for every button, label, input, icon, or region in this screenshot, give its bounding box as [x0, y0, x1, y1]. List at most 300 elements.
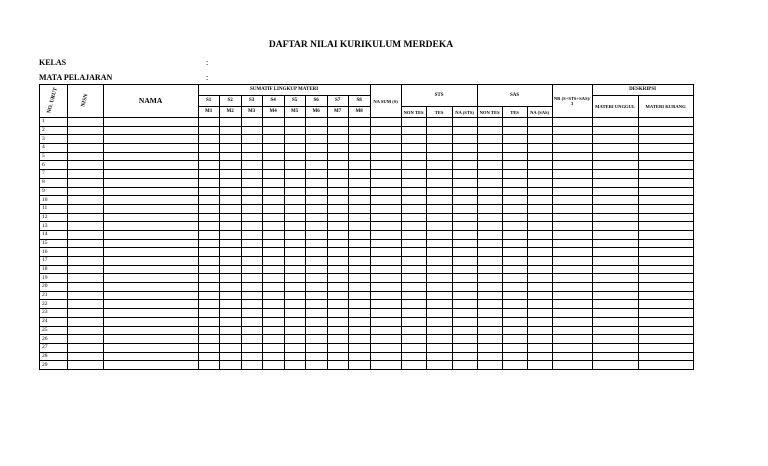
table-cell: [527, 300, 552, 309]
table-cell: [502, 213, 527, 222]
table-row: [40, 361, 694, 370]
table-cell: [67, 135, 103, 144]
table-cell: [284, 152, 305, 161]
table-cell: [638, 204, 693, 213]
table-cell: [426, 135, 452, 144]
table-cell: [327, 204, 348, 213]
table-cell: [219, 283, 241, 292]
table-cell: [241, 265, 262, 274]
row-number: 17: [40, 257, 68, 266]
table-cell: [502, 126, 527, 135]
table-cell: [103, 144, 198, 153]
table-cell: [327, 300, 348, 309]
sts-sub-header: NA (STS): [452, 107, 477, 118]
table-cell: [305, 161, 327, 170]
table-cell: [527, 144, 552, 153]
table-cell: [262, 178, 284, 187]
table-cell: [67, 309, 103, 318]
table-cell: [502, 309, 527, 318]
sts-header: STS: [401, 85, 477, 107]
table-cell: [198, 352, 219, 361]
table-cell: [198, 170, 219, 179]
table-cell: [502, 283, 527, 292]
table-cell: [452, 118, 477, 127]
table-cell: [67, 326, 103, 335]
table-cell: [262, 352, 284, 361]
table-cell: [327, 126, 348, 135]
table-cell: [348, 317, 370, 326]
table-cell: [477, 161, 502, 170]
table-cell: [401, 361, 426, 370]
table-cell: [370, 274, 401, 283]
mapel-colon: :: [206, 73, 209, 82]
table-cell: [67, 213, 103, 222]
table-cell: [370, 213, 401, 222]
table-cell: [305, 361, 327, 370]
table-cell: [348, 283, 370, 292]
table-cell: [284, 213, 305, 222]
table-cell: [198, 283, 219, 292]
table-cell: [592, 187, 638, 196]
table-cell: [527, 222, 552, 231]
table-cell: [198, 257, 219, 266]
table-cell: [592, 196, 638, 205]
table-cell: [426, 335, 452, 344]
table-cell: [241, 118, 262, 127]
table-cell: [401, 257, 426, 266]
table-cell: [527, 178, 552, 187]
table-cell: [305, 326, 327, 335]
table-cell: [348, 309, 370, 318]
table-cell: [370, 352, 401, 361]
table-cell: [103, 178, 198, 187]
table-cell: [305, 343, 327, 352]
table-cell: [452, 257, 477, 266]
table-cell: [452, 343, 477, 352]
table-cell: [103, 352, 198, 361]
table-cell: [452, 335, 477, 344]
table-cell: [452, 196, 477, 205]
table-cell: [219, 170, 241, 179]
sas-sub-header: NON TES: [477, 107, 502, 118]
sumatif-s-header: S6: [305, 96, 327, 107]
row-number: 26: [40, 335, 68, 344]
table-cell: [452, 309, 477, 318]
table-cell: [592, 300, 638, 309]
table-cell: [305, 317, 327, 326]
table-cell: [527, 248, 552, 257]
table-cell: [262, 135, 284, 144]
table-cell: [426, 126, 452, 135]
row-number: 14: [40, 230, 68, 239]
table-row: [40, 118, 694, 127]
table-cell: [67, 265, 103, 274]
table-cell: [477, 222, 502, 231]
table-row: [40, 265, 694, 274]
table-cell: [527, 326, 552, 335]
table-cell: [638, 265, 693, 274]
table-cell: [241, 161, 262, 170]
table-cell: [638, 326, 693, 335]
table-cell: [552, 352, 592, 361]
table-cell: [552, 178, 592, 187]
table-cell: [401, 178, 426, 187]
table-cell: [67, 343, 103, 352]
table-cell: [527, 161, 552, 170]
table-cell: [552, 170, 592, 179]
table-cell: [219, 343, 241, 352]
table-cell: [219, 144, 241, 153]
table-cell: [241, 283, 262, 292]
table-cell: [527, 118, 552, 127]
table-cell: [502, 230, 527, 239]
table-cell: [426, 222, 452, 231]
table-cell: [198, 239, 219, 248]
table-cell: [426, 352, 452, 361]
row-number: 10: [40, 196, 68, 205]
table-cell: [426, 248, 452, 257]
table-cell: [552, 161, 592, 170]
table-cell: [67, 335, 103, 344]
table-row: [40, 239, 694, 248]
row-number: 23: [40, 309, 68, 318]
table-cell: [348, 222, 370, 231]
table-cell: [262, 187, 284, 196]
table-cell: [327, 291, 348, 300]
table-cell: [527, 230, 552, 239]
table-cell: [103, 361, 198, 370]
table-cell: [592, 178, 638, 187]
table-cell: [219, 309, 241, 318]
table-cell: [284, 144, 305, 153]
table-cell: [305, 309, 327, 318]
table-row: [40, 178, 694, 187]
table-cell: [477, 265, 502, 274]
table-cell: [198, 152, 219, 161]
table-cell: [401, 204, 426, 213]
table-cell: [241, 291, 262, 300]
table-cell: [477, 335, 502, 344]
table-cell: [452, 222, 477, 231]
table-cell: [241, 274, 262, 283]
table-cell: [305, 178, 327, 187]
table-cell: [305, 204, 327, 213]
table-cell: [552, 300, 592, 309]
table-cell: [262, 343, 284, 352]
sumatif-m-header: M2: [219, 107, 241, 118]
table-cell: [241, 170, 262, 179]
table-cell: [370, 265, 401, 274]
table-cell: [198, 222, 219, 231]
table-cell: [401, 118, 426, 127]
table-cell: [241, 196, 262, 205]
table-cell: [219, 291, 241, 300]
table-cell: [241, 222, 262, 231]
table-cell: [401, 317, 426, 326]
table-cell: [103, 343, 198, 352]
table-row: [40, 126, 694, 135]
table-row: [40, 335, 694, 344]
table-cell: [262, 161, 284, 170]
table-cell: [401, 283, 426, 292]
table-cell: [426, 239, 452, 248]
table-cell: [401, 187, 426, 196]
table-cell: [552, 265, 592, 274]
table-cell: [502, 196, 527, 205]
table-cell: [426, 317, 452, 326]
table-cell: [241, 352, 262, 361]
row-number: 3: [40, 135, 68, 144]
table-cell: [452, 326, 477, 335]
table-cell: [305, 196, 327, 205]
table-cell: [502, 265, 527, 274]
table-cell: [219, 274, 241, 283]
table-cell: [592, 230, 638, 239]
table-row: [40, 352, 694, 361]
table-cell: [370, 161, 401, 170]
table-cell: [477, 135, 502, 144]
table-cell: [219, 204, 241, 213]
sumatif-s-header: S8: [348, 96, 370, 107]
table-cell: [103, 213, 198, 222]
table-cell: [502, 274, 527, 283]
sumatif-s-header: S1: [198, 96, 219, 107]
table-cell: [67, 274, 103, 283]
table-cell: [241, 309, 262, 318]
table-cell: [327, 326, 348, 335]
table-cell: [592, 204, 638, 213]
table-cell: [327, 343, 348, 352]
row-number: 21: [40, 291, 68, 300]
table-cell: [348, 239, 370, 248]
table-cell: [219, 352, 241, 361]
table-cell: [401, 230, 426, 239]
table-cell: [477, 187, 502, 196]
table-cell: [348, 152, 370, 161]
table-cell: [284, 178, 305, 187]
table-cell: [638, 178, 693, 187]
sumatif-m-header: M6: [305, 107, 327, 118]
table-cell: [67, 204, 103, 213]
table-cell: [426, 283, 452, 292]
table-cell: [552, 196, 592, 205]
table-cell: [284, 118, 305, 127]
table-cell: [348, 300, 370, 309]
row-number: 9: [40, 187, 68, 196]
table-cell: [401, 265, 426, 274]
table-cell: [327, 230, 348, 239]
table-cell: [552, 230, 592, 239]
table-cell: [198, 126, 219, 135]
row-number: 13: [40, 222, 68, 231]
table-row: [40, 152, 694, 161]
sumatif-s-header: S4: [262, 96, 284, 107]
table-cell: [592, 335, 638, 344]
table-cell: [284, 196, 305, 205]
table-cell: [103, 118, 198, 127]
table-row: [40, 274, 694, 283]
table-cell: [284, 352, 305, 361]
table-row: [40, 343, 694, 352]
table-cell: [198, 300, 219, 309]
table-cell: [67, 352, 103, 361]
table-cell: [198, 265, 219, 274]
table-cell: [262, 239, 284, 248]
table-cell: [638, 317, 693, 326]
table-cell: [552, 291, 592, 300]
table-cell: [401, 309, 426, 318]
table-cell: [592, 239, 638, 248]
table-cell: [305, 300, 327, 309]
table-cell: [284, 283, 305, 292]
table-cell: [284, 361, 305, 370]
table-cell: [305, 248, 327, 257]
table-cell: [401, 170, 426, 179]
table-cell: [370, 291, 401, 300]
table-cell: [452, 230, 477, 239]
table-cell: [348, 204, 370, 213]
table-cell: [370, 283, 401, 292]
table-cell: [198, 326, 219, 335]
table-cell: [348, 291, 370, 300]
table-cell: [305, 187, 327, 196]
table-cell: [103, 265, 198, 274]
table-cell: [262, 230, 284, 239]
table-cell: [198, 274, 219, 283]
table-cell: [452, 152, 477, 161]
table-cell: [348, 196, 370, 205]
table-row: [40, 222, 694, 231]
no-urut-header: NO. URUT: [40, 85, 68, 118]
table-cell: [592, 213, 638, 222]
table-cell: [426, 265, 452, 274]
table-cell: [502, 135, 527, 144]
table-cell: [348, 361, 370, 370]
table-cell: [262, 222, 284, 231]
table-cell: [552, 257, 592, 266]
table-cell: [327, 187, 348, 196]
sts-sub-header: NON TES: [401, 107, 426, 118]
kelas-label: KELAS: [39, 58, 67, 67]
table-cell: [198, 161, 219, 170]
table-cell: [370, 248, 401, 257]
table-cell: [348, 265, 370, 274]
table-cell: [241, 335, 262, 344]
table-cell: [327, 222, 348, 231]
table-cell: [638, 196, 693, 205]
materi-unggul-header: MATERI UNGGUL: [592, 96, 638, 118]
table-cell: [452, 291, 477, 300]
table-cell: [401, 161, 426, 170]
table-cell: [401, 352, 426, 361]
table-cell: [198, 213, 219, 222]
table-cell: [527, 274, 552, 283]
row-number: 25: [40, 326, 68, 335]
table-cell: [452, 170, 477, 179]
table-cell: [477, 196, 502, 205]
table-cell: [67, 144, 103, 153]
table-cell: [592, 265, 638, 274]
table-cell: [262, 257, 284, 266]
table-row: [40, 135, 694, 144]
table-cell: [638, 118, 693, 127]
table-cell: [103, 126, 198, 135]
table-cell: [262, 152, 284, 161]
table-cell: [67, 291, 103, 300]
table-cell: [284, 239, 305, 248]
table-cell: [198, 178, 219, 187]
table-cell: [348, 343, 370, 352]
table-cell: [552, 309, 592, 318]
table-cell: [527, 309, 552, 318]
table-cell: [527, 291, 552, 300]
table-cell: [219, 248, 241, 257]
table-cell: [452, 265, 477, 274]
table-cell: [284, 291, 305, 300]
row-number: 16: [40, 248, 68, 257]
table-cell: [198, 196, 219, 205]
table-cell: [370, 170, 401, 179]
table-cell: [552, 274, 592, 283]
table-cell: [552, 335, 592, 344]
table-cell: [527, 204, 552, 213]
table-cell: [219, 196, 241, 205]
sts-sub-header: TES: [426, 107, 452, 118]
table-cell: [305, 135, 327, 144]
table-cell: [198, 204, 219, 213]
sumatif-m-header: M5: [284, 107, 305, 118]
table-cell: [219, 265, 241, 274]
table-cell: [241, 144, 262, 153]
table-cell: [401, 274, 426, 283]
table-cell: [502, 352, 527, 361]
table-cell: [284, 317, 305, 326]
table-cell: [527, 352, 552, 361]
table-cell: [527, 170, 552, 179]
table-cell: [219, 257, 241, 266]
sumatif-m-header: M3: [241, 107, 262, 118]
table-cell: [348, 187, 370, 196]
table-cell: [477, 309, 502, 318]
table-row: [40, 326, 694, 335]
table-cell: [552, 213, 592, 222]
table-cell: [262, 291, 284, 300]
kelas-colon: :: [206, 58, 209, 67]
table-cell: [477, 291, 502, 300]
table-cell: [67, 196, 103, 205]
sumatif-s-header: S2: [219, 96, 241, 107]
table-cell: [552, 343, 592, 352]
table-cell: [67, 178, 103, 187]
table-cell: [348, 161, 370, 170]
table-cell: [527, 196, 552, 205]
table-cell: [552, 248, 592, 257]
table-cell: [638, 352, 693, 361]
table-cell: [426, 187, 452, 196]
table-cell: [370, 178, 401, 187]
table-cell: [348, 213, 370, 222]
table-cell: [348, 248, 370, 257]
table-cell: [284, 343, 305, 352]
table-cell: [327, 135, 348, 144]
table-cell: [401, 144, 426, 153]
table-cell: [592, 118, 638, 127]
table-cell: [241, 248, 262, 257]
table-cell: [327, 257, 348, 266]
table-cell: [592, 343, 638, 352]
table-cell: [241, 343, 262, 352]
table-cell: [305, 213, 327, 222]
